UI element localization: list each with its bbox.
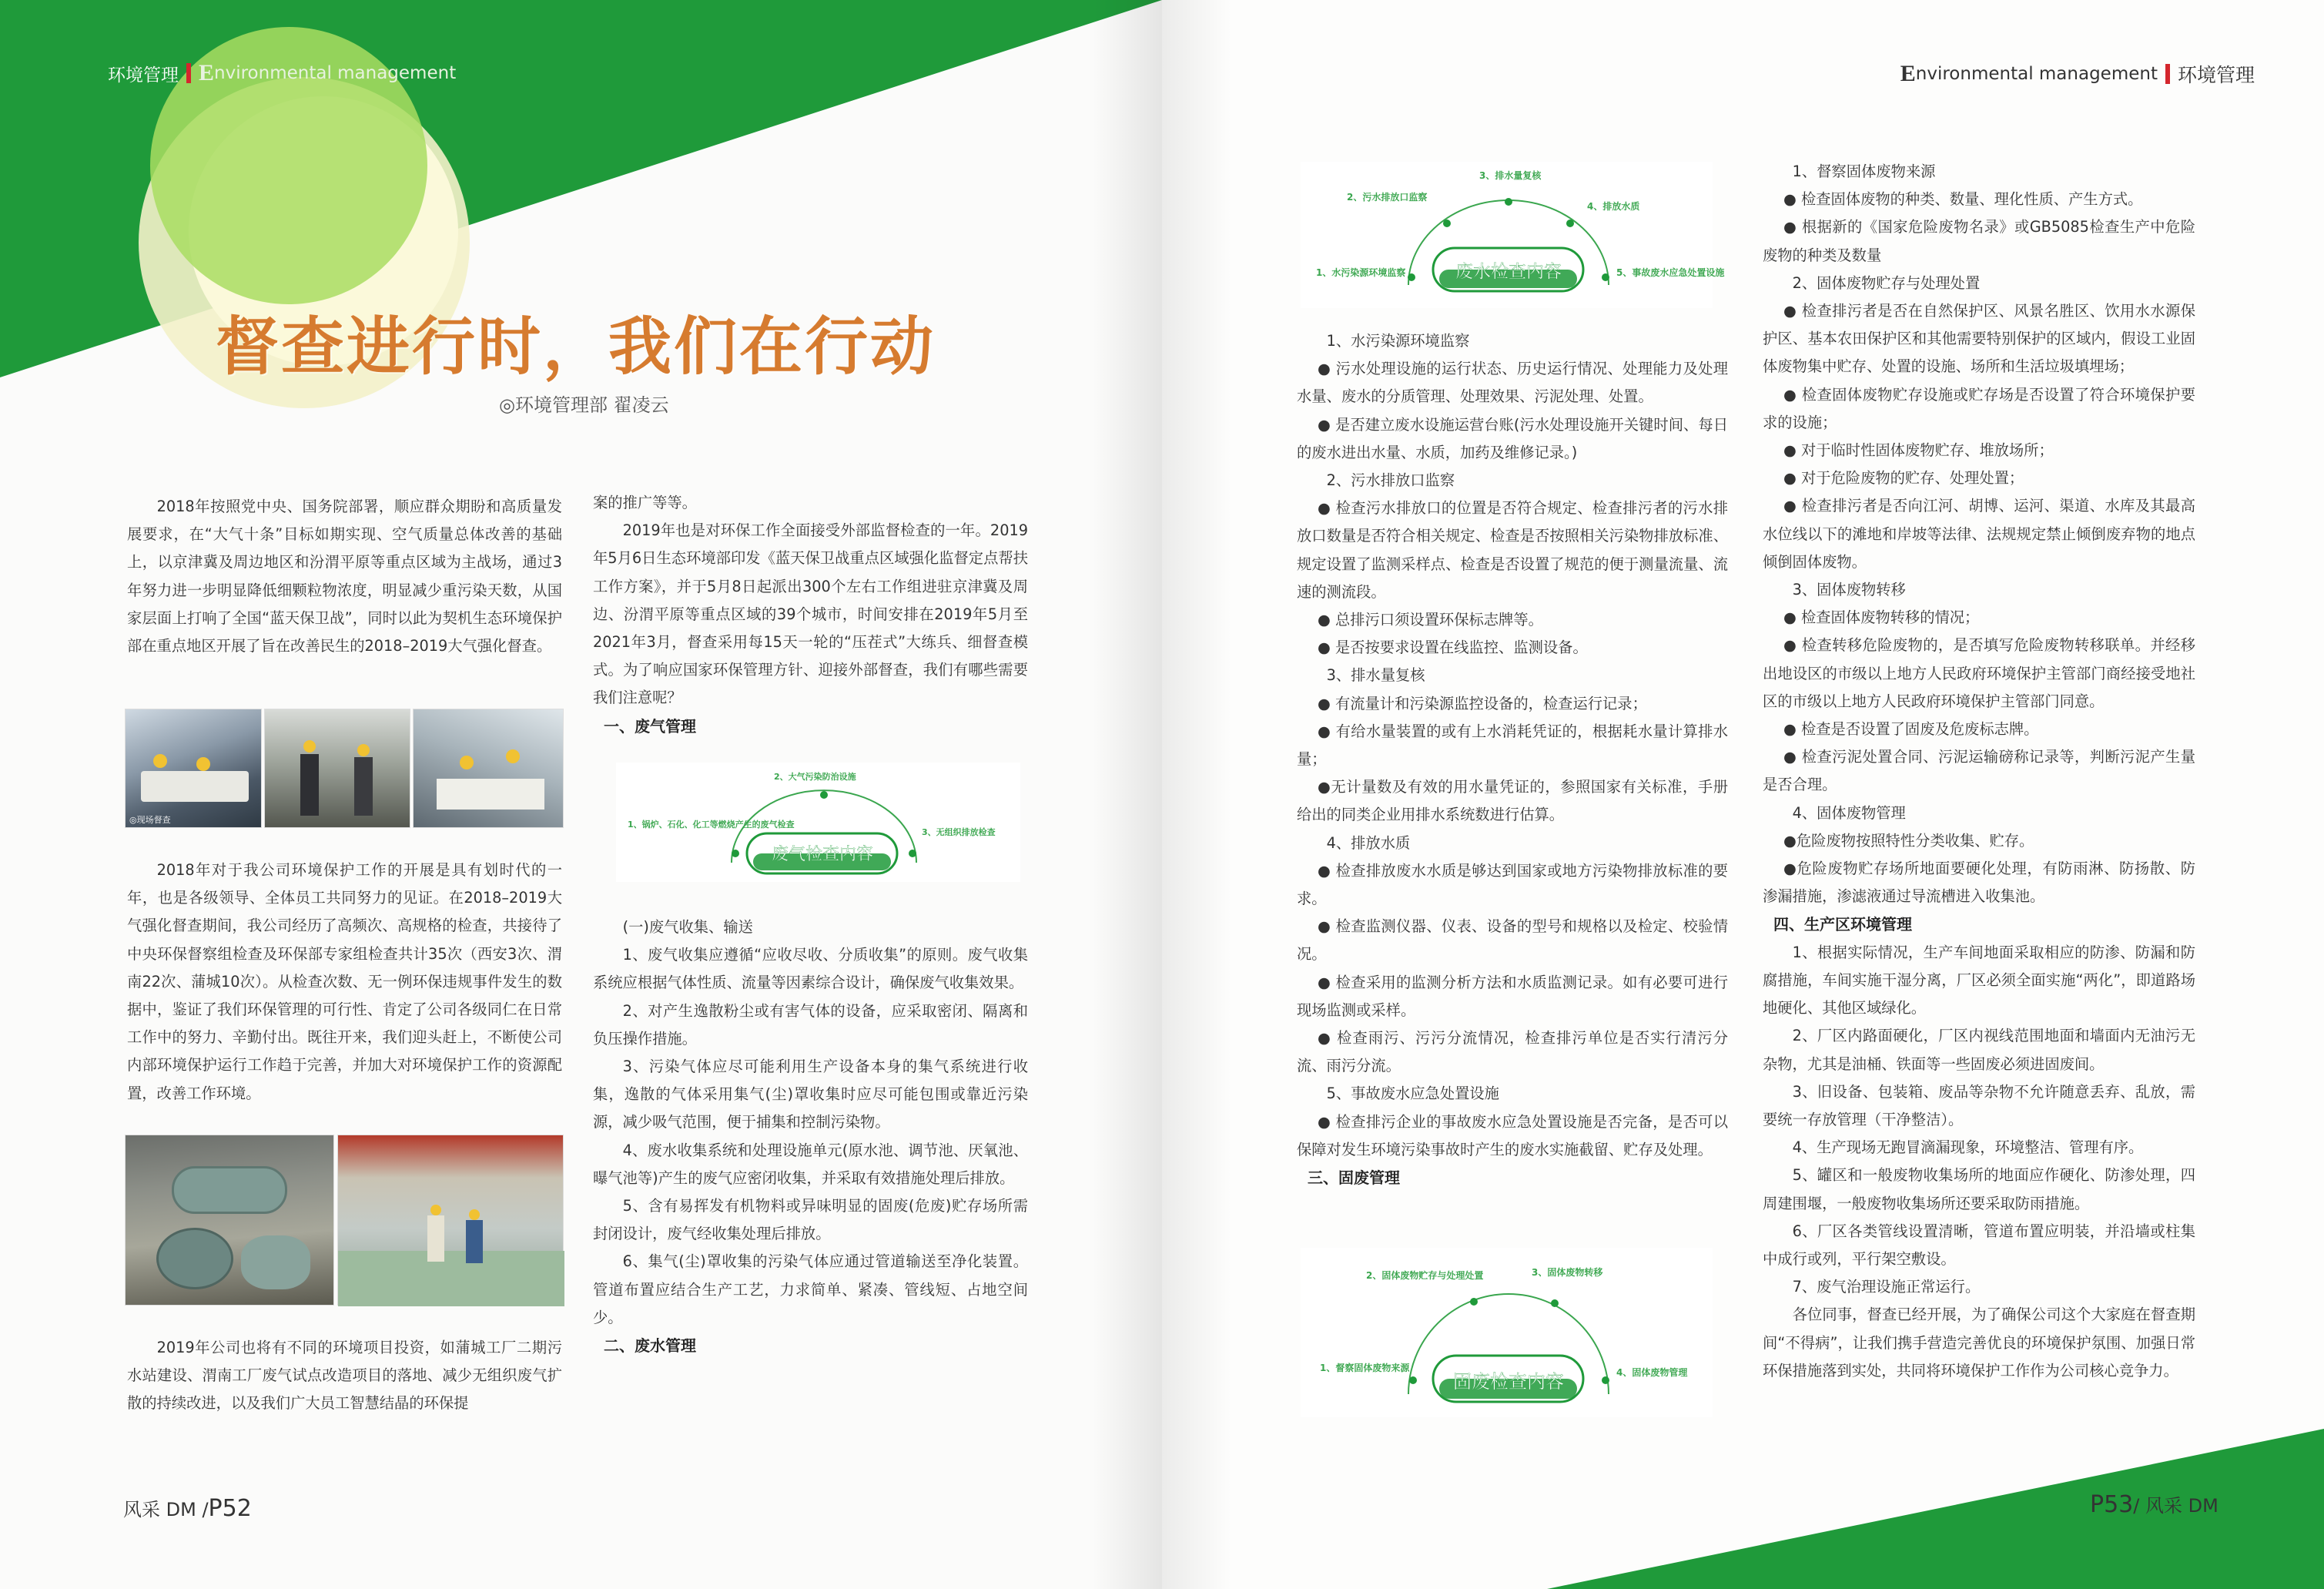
column-2-top <box>593 489 1028 740</box>
section-heading-production: 四、生产区环境管理 <box>1773 915 1912 934</box>
column-3 <box>1297 327 1728 1192</box>
center-label: 废气检查内容 <box>771 845 874 864</box>
node-dot <box>1443 220 1451 227</box>
paragraph: 5、含有易挥发有机物料或异味明显的固废(危废)贮存场所需封闭设计，废气经收集处理后排放。 <box>593 1197 1028 1243</box>
diagram-water-svg <box>1301 162 1725 308</box>
folio-page-number: P52 <box>208 1495 252 1522</box>
item-label: 2、固体废物贮存与处理处置 <box>1366 1270 1484 1281</box>
bullet: ● 检查污泥处置合同、污泥运输磅称记录等，判断污泥产生量是否合理。 <box>1763 748 2195 794</box>
photo-strip-top <box>125 709 564 828</box>
bullet: ● 是否建立废水设施运营台账(污水处理设施开关键时间、每日的废水进出水量、水质，加药及维修记录。) <box>1297 415 1728 461</box>
bullet: ● 检查排污企业的事故废水应急处置设施是否完备，是否可以保障对发生环境污染事故时产生的废水实施截留、贮存及处理。 <box>1297 1112 1728 1158</box>
column-2-bottom <box>593 914 1028 1359</box>
bullet: ● 检查是否设置了固废及危废标志牌。 <box>1783 720 2039 739</box>
paragraph: 2018年对于我公司环境保护工作的开展是具有划时代的一年，也是各级领导、全体员工共同努力的见证。在2018–2019大气强化督查期间，我公司经历了高频次、高规格的检查，共接待了中央环保督察组检查及环保部专家组检查共计35次（西安3次、渭南22次、蒲城10次）。从检查次数、无一例环保违规事件发生的数据中，鉴证了我们环保管理的可行性、肯定了公司各级同仁在日常工作中的努力、辛勤付出。既往开来，我们迎头赶上，不断使公司内部环境保护运行工作趋于完善，并加大对环境保护工作的资源配置，改善工作环境。 <box>127 861 562 1102</box>
node-dot <box>1505 198 1512 206</box>
header-en-initial: E <box>199 60 215 85</box>
photo-strip-bottom <box>125 1135 564 1306</box>
paragraph: 4、固体废物管理 <box>1792 803 1906 822</box>
bullet: ● 检查雨污、污污分流情况，检查排污单位是否实行清污分流、雨污分流。 <box>1297 1029 1728 1075</box>
item-label: 1、督察固体废物来源 <box>1320 1363 1410 1373</box>
photo-meeting-room <box>125 709 262 828</box>
node-dot <box>1551 1299 1559 1307</box>
column-1-middle <box>127 857 562 1108</box>
section-heading-gas: 一、废气管理 <box>604 716 696 736</box>
photo-site-visit <box>264 709 410 828</box>
bullet: ● 根据新的《国家危险废物名录》或GB5085检查生产中危险废物的种类及数量 <box>1763 218 2195 264</box>
paragraph: 5、事故废水应急处置设施 <box>1326 1084 1499 1103</box>
page-folio-left <box>123 1494 252 1522</box>
folio-label: 风采 DM / <box>123 1499 209 1520</box>
bullet: ● 总排污口须设置环保标志牌等。 <box>1318 611 1543 629</box>
header-divider <box>2165 64 2170 84</box>
bullet: ● 对于临时性固体废物贮存、堆放场所； <box>1783 441 2054 460</box>
node-dot <box>909 850 916 857</box>
section-heading-solid: 三、固废管理 <box>1308 1168 1400 1188</box>
item-label: 5、事故废水应急处置设施 <box>1616 267 1725 278</box>
paragraph: 4、生产现场无跑冒滴漏现象，环境整洁、管理有序。 <box>1792 1138 2144 1157</box>
node-dot <box>732 850 739 857</box>
item-label: 3、固体废物转移 <box>1532 1267 1603 1278</box>
paragraph: 4、排放水质 <box>1326 833 1411 852</box>
paragraph: 3、排水量复核 <box>1326 666 1425 685</box>
paragraph: 5、罐区和一般废物收集场所的地面应作硬化、防渗处理，四周建围堰，一般废物收集场所还要采取防雨措施。 <box>1763 1166 2195 1212</box>
diagram-water-inspection <box>1301 162 1725 308</box>
item-label: 4、固体废物管理 <box>1616 1367 1688 1378</box>
item-label: 1、水污染源环境监察 <box>1316 267 1406 278</box>
item-label: 2、污水排放口监察 <box>1347 192 1428 203</box>
header-divider <box>186 63 191 83</box>
node-dot <box>1602 1376 1609 1384</box>
node-dot <box>1566 220 1574 227</box>
section-heading-water: 二、废水管理 <box>604 1336 696 1356</box>
folio-label: / 风采 DM <box>2133 1495 2219 1517</box>
paragraph: 7、废气治理设施正常运行。 <box>1792 1278 1981 1296</box>
header-en-initial: E <box>1900 61 1916 86</box>
page-header-left <box>108 60 456 86</box>
paragraph: 6、厂区各类管线设置清晰，管道布置应明装，并沿墙或柱集中成行或列，平行架空敷设。 <box>1763 1222 2195 1268</box>
gutter-shadow <box>1162 0 1231 1589</box>
item-label: 1、锅炉、石化、化工等燃烧产生的废气检查 <box>628 820 795 830</box>
bullet: ● 检查转移危险废物的，是否填写危险废物转移联单。并经移出地设区的市级以上地方人民政府环境保护主管部门商经接受地社区的市级以上地方人民政府环境保护主管部门同意。 <box>1763 636 2195 710</box>
paragraph: 1、废气收集应遵循“应收尽收、分质收集”的原则。废气收集系统应根据气体性质、流量等因素综合设计，确保废气收集效果。 <box>593 946 1028 992</box>
item-label: 3、排水量复核 <box>1479 170 1542 181</box>
item-label: 2、大气污染防治设施 <box>774 772 856 782</box>
node-dot <box>1602 273 1609 281</box>
bullet: ● 检查监测仪器、仪表、设备的型号和规格以及检定、校验情况。 <box>1297 917 1728 964</box>
folio-page-number: P53 <box>2090 1491 2134 1518</box>
node-dot <box>820 791 828 799</box>
node-dot <box>1408 273 1415 281</box>
photo-document-review <box>413 709 564 828</box>
header-cn: 环境管理 <box>2177 64 2255 86</box>
column-4 <box>1763 158 2195 1385</box>
diagram-solid-svg <box>1301 1248 1713 1417</box>
paragraph: 1、督察固体废物来源 <box>1792 163 1936 180</box>
paragraph: 1、水污染源环境监察 <box>1326 332 1470 350</box>
bullet: ●危险废物贮存场所地面要硬化处理，有防雨淋、防扬散、防渗漏措施，渗滤液通过导流槽进入收集池。 <box>1763 860 2195 906</box>
page-header-right <box>1900 60 2255 88</box>
diagram-solid-inspection <box>1301 1248 1713 1417</box>
bullet: ● 有流量计和污染源监控设备的，检查运行记录； <box>1318 694 1647 712</box>
column-1-top <box>127 493 562 660</box>
byline: ◎环境管理部 翟凌云 <box>499 394 669 416</box>
paragraph: 2、污水排放口监察 <box>1326 471 1455 490</box>
paragraph: 4、废水收集系统和处理设施单元(原水池、调节池、厌氧池、曝气池等)产生的废气应密闭收集，并采取有效措施处理后排放。 <box>593 1141 1028 1187</box>
bullet: ● 检查固体废物转移的情况； <box>1783 608 1980 627</box>
bullet: ●危险废物按照特性分类收集、贮存。 <box>1783 831 2034 850</box>
paragraph: 2019年公司也将有不同的环境项目投资，如蒲城工厂二期污水站建设、渭南工厂废气试点改造项目的落地、减少无组织废气扩散的持续改进，以及我们广大员工智慧结晶的环保提 <box>127 1339 562 1413</box>
header-en-rest: nvironmental management <box>214 63 457 83</box>
bullet: ● 是否按要求设置在线监控、监测设备。 <box>1318 639 1588 657</box>
photo-exhaust-ducts <box>125 1135 334 1306</box>
paragraph: 2018年按照党中央、国务院部署，顺应群众期盼和高质量发展要求，在“大气十条”目标如期实现、空气质量总体改善的基础上，以京津冀及周边地区和汾渭平原等重点区域为主战场，通过3年努力进一步明显降低细颗粒物浓度，明显减少重污染天数，从国家层面上打响了全国“蓝天保卫战”，同时以此为契机生态环境保护部在重点地区开展了旨在改善民生的2018–2019大气强化督查。 <box>127 498 562 655</box>
paragraph: 2019年也是对环保工作全面接受外部监督检查的一年。2019年5月6日生态环境部印发《蓝天保卫战重点区域强化监督定点帮扶工作方案》，并于5月8日起派出300个左右工作组进驻京津冀及周边、汾渭平原等重点区域的39个城市，时间安排在2019年5月至2021年3月，督查采用每15天一轮的“压茬式”大练兵、细督查模式。为了响应国家环保管理方针、迎接外部督查，我们有哪些需要我们注意呢？ <box>593 521 1028 707</box>
item-label: 4、排放水质 <box>1587 201 1640 212</box>
center-label: 废水检查内容 <box>1455 262 1562 282</box>
center-label: 固废检查内容 <box>1453 1371 1564 1393</box>
paragraph: 2、对产生逸散粉尘或有害气体的设备，应采取密闭、隔离和负压操作措施。 <box>593 1001 1028 1048</box>
item-label: 3、无组织排放检查 <box>922 827 996 837</box>
page-folio-right <box>2090 1490 2219 1518</box>
paragraph: 各位同事，督查已经开展，为了确保公司这个大家庭在督查期间“不得病”，让我们携手营造完善优良的环境保护氛围、加强日常环保措施落到实处，共同将环境保护工作作为公司核心竞争力。 <box>1763 1306 2195 1379</box>
paragraph: 3、固体废物转移 <box>1792 581 1906 599</box>
photo-caption: ◎现场督查 <box>129 815 171 825</box>
header-en-rest: nvironmental management <box>1915 64 2158 84</box>
paragraph: 2、固体废物贮存与处理处置 <box>1792 273 1981 292</box>
paragraph: (一)废气收集、输送 <box>622 918 753 936</box>
diagram-gas-inspection <box>616 763 1020 882</box>
paragraph: 3、污染气体应尽可能利用生产设备本身的集气系统进行收集，逸散的气体采用集气(尘)罩收集时应尽可能包围或靠近污染源，减少吸气范围，便于捕集和控制污染物。 <box>593 1058 1028 1131</box>
bullet: ● 有给水量装置的或有上水消耗凭证的，根据耗水量计算排水量； <box>1297 722 1728 769</box>
photo-workshop <box>337 1135 564 1306</box>
bullet: ● 污水处理设施的运行状态、历史运行情况、处理能力及处理水量、废水的分质管理、处理效果、污泥处理、处置。 <box>1297 360 1728 406</box>
diagram-gas-svg <box>616 763 1020 882</box>
right-page <box>1162 0 2324 1589</box>
paragraph: 2、厂区内路面硬化，厂区内视线范围地面和墙面内无油污无杂物，尤其是油桶、铁面等一些固废必须进固废间。 <box>1763 1027 2195 1073</box>
node-dot <box>1470 1298 1478 1306</box>
bullet: ● 检查固体废物的种类、数量、理化性质、产生方式。 <box>1783 190 2143 209</box>
paragraph: 6、集气(尘)罩收集的污染气体应通过管道输送至净化装置。管道布置应结合生产工艺，力求简单、紧凑、管线短、占地空间少。 <box>593 1252 1028 1326</box>
bullet: ● 检查排污者是否在自然保护区、风景名胜区、饮用水水源保护区、基本农田保护区和其他需要特别保护的区域内，假设工业固体废物集中贮存、处置的设施、场所和生活垃圾填埋场； <box>1763 302 2195 376</box>
node-dot <box>1409 1376 1417 1384</box>
paragraph: 3、旧设备、包装箱、废品等杂物不允许随意丢弃、乱放，需要统一存放管理（干净整洁）。 <box>1763 1082 2195 1128</box>
bullet: ● 检查排污者是否向江河、胡博、运河、渠道、水库及其最高水位线以下的滩地和岸坡等法律、法规规定禁止倾倒废弃物的地点倾倒固体废物。 <box>1763 497 2195 571</box>
bullet: ● 检查采用的监测分析方法和水质监测记录。如有必要可进行现场监测或采样。 <box>1297 973 1728 1019</box>
bullet: ● 检查污水排放口的位置是否符合规定、检查排污者的污水排放口数量是否符合相关规定、检查是否按照相关污染物排放标准、规定设置了监测采样点、检查是否设置了规范的便于测量流量、流速的测流段。 <box>1297 499 1728 601</box>
bullet: ●无计量数及有效的用水量凭证的，参照国家有关标准，手册给出的同类企业用排水系统数进行估算。 <box>1297 778 1728 824</box>
header-cn: 环境管理 <box>108 65 179 85</box>
paragraph: 1、根据实际情况，生产车间地面采取相应的防渗、防漏和防腐措施，车间实施干湿分离，厂区必须全面实施“两化”，即道路场地硬化、其他区域绿化。 <box>1763 943 2195 1017</box>
article-title: 督查进行时，我们在行动 <box>216 310 936 384</box>
bullet: ● 对于危险废物的贮存、处理处置； <box>1783 469 2024 488</box>
paragraph: 案的推广等等。 <box>593 494 697 511</box>
column-1-bottom <box>127 1334 562 1418</box>
bullet: ● 检查排放废水水质是够达到国家或地方污染物排放标准的要求。 <box>1297 861 1728 908</box>
bullet: ● 检查固体废物贮存设施或贮存场是否设置了符合环境保护要求的设施； <box>1763 385 2195 431</box>
